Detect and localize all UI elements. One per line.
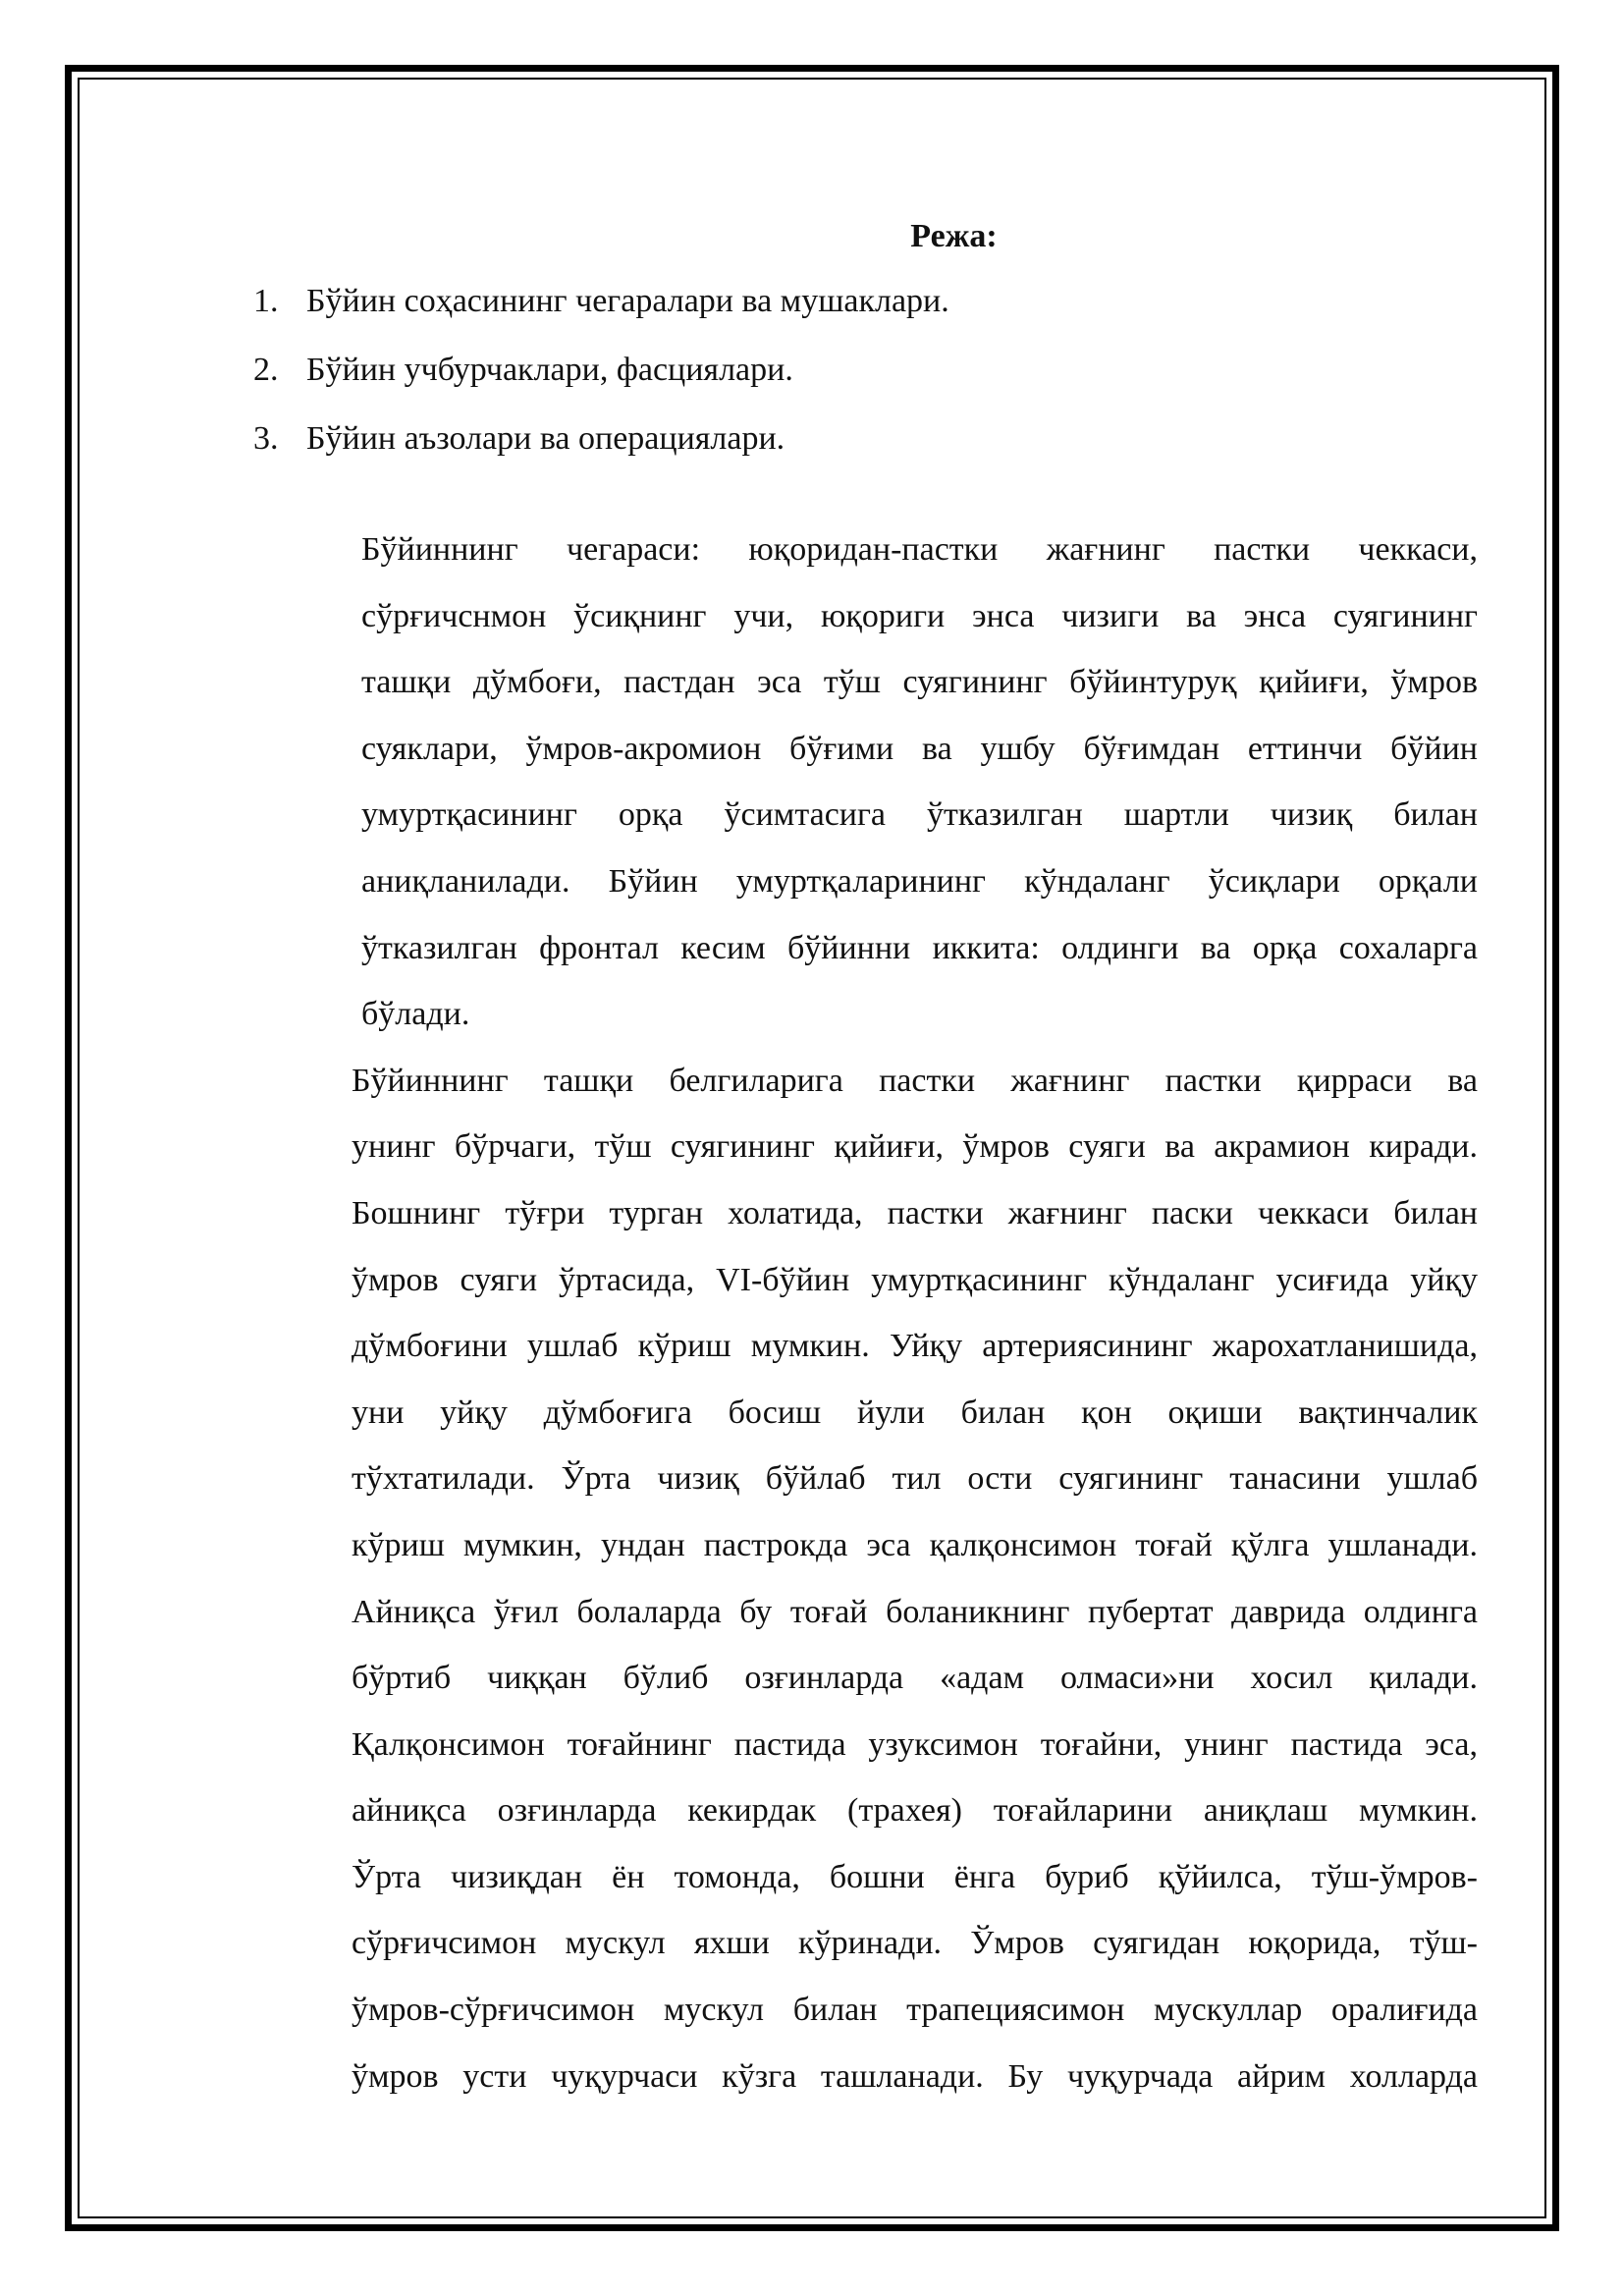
text-line: айниқса озғинларда кекирдак (трахея) тоғайларини аниқлаш мумкин.	[352, 1792, 1478, 1830]
plan-item-3	[253, 405, 1478, 473]
text-line: аниқланилади. Бўйин умуртқаларининг кўндаланг ўсиқлари орқали	[361, 862, 1478, 900]
text-line: Бўйиннинг ташқи белгиларига пастки жағнинг пастки қирраси ва	[352, 1062, 1478, 1099]
text-line: ташқи дўмбоғи, пастдан эса тўш суягининг бўйинтуруқ қийиғи, ўмров	[361, 664, 1478, 701]
text-line: бўлади.	[361, 996, 470, 1033]
plan-item-number: 1.	[253, 283, 279, 319]
text-line: Қалқонсимон тоғайнинг пастида узуксимон тоғайни, унинг пастида эса,	[352, 1725, 1478, 1763]
text-line: Айниқса ўғил болаларда бу тоғай боланикнинг пубертат даврида олдинга	[352, 1593, 1478, 1630]
text-line: ўмров-сўрғичсимон мускул билан трапециясимон мускуллар оралиғида	[352, 1992, 1478, 2029]
text-line: Бошнинг тўғри турган холатида, пастки жағнинг паски чеккаси билан	[352, 1194, 1478, 1231]
text-line: сўрғичсимон мускул яхши кўринади. Ўмров суягидан юқорида, тўш-	[352, 1925, 1478, 1962]
text-line: Ўрта чизиқдан ён томонда, бошни ёнга буриб қўйилса, тўш-ўмров-	[352, 1858, 1478, 1895]
paragraph-borders	[253, 517, 1478, 1048]
plan-item-number: 2.	[253, 352, 279, 388]
text-line: бўртиб чиққан бўлиб озғинларда «адам олмаси»ни хосил қилади.	[352, 1660, 1478, 1697]
text-line: Бўйиннинг чегараси: юқоридан-пастки жағнинг пастки чеккаси,	[361, 531, 1478, 568]
plan-item-text: Бўйин учбурчаклари, фасциялари.	[306, 352, 793, 388]
plan-title: Режа:	[910, 218, 998, 254]
plan-item-text: Бўйин аъзолари ва операциялари.	[306, 420, 785, 457]
text-line: тўхтатилади. Ўрта чизиқ бўйлаб тил ости суягининг танасини ушлаб	[352, 1460, 1478, 1498]
paragraph-external-landmarks	[253, 1048, 1478, 2110]
plan-item-number: 3.	[253, 420, 279, 457]
plan-list	[253, 267, 1478, 473]
text-line: ўмров суяги ўртасида, VI-бўйин умуртқасининг кўндаланг усиғида уйқу	[352, 1261, 1478, 1298]
text-line: ўмров усти чуқурчаси кўзга ташланади. Бу чуқурчада айрим холларда	[352, 2057, 1478, 2095]
text-line: кўриш мумкин, ундан пастрокда эса қалқонсимон тоғай қўлга ушланади.	[352, 1526, 1478, 1563]
text-line: дўмбоғини ушлаб кўриш мумкин. Уйқу артериясининг жарохатланишида,	[352, 1328, 1478, 1365]
text-line: уни уйқу дўмбоғига босиш йули билан қон оқиши вақтинчалик	[352, 1394, 1478, 1431]
plan-item-1	[253, 267, 1478, 336]
text-line: ўтказилган фронтал кесим бўйинни иккита: олдинги ва орқа сохаларга	[361, 929, 1478, 966]
text-line: сўрғичснмон ўсиқнинг учи, юқориги энса чизиги ва энса суягининг	[361, 597, 1478, 634]
text-line: умуртқасининг орқа ўсимтасига ўтказилган шартли чизиқ билан	[361, 796, 1478, 834]
document-body	[253, 206, 1478, 2109]
text-line: унинг бўрчаги, тўш суягининг қийиғи, ўмров суяги ва акрамион киради.	[352, 1128, 1478, 1166]
plan-item-2	[253, 336, 1478, 405]
text-line: суяклари, ўмров-акромион бўғими ва ушбу бўғимдан еттинчи бўйин	[361, 730, 1478, 767]
plan-item-text: Бўйин соҳасининг чегаралари ва мушаклари.	[306, 283, 949, 319]
